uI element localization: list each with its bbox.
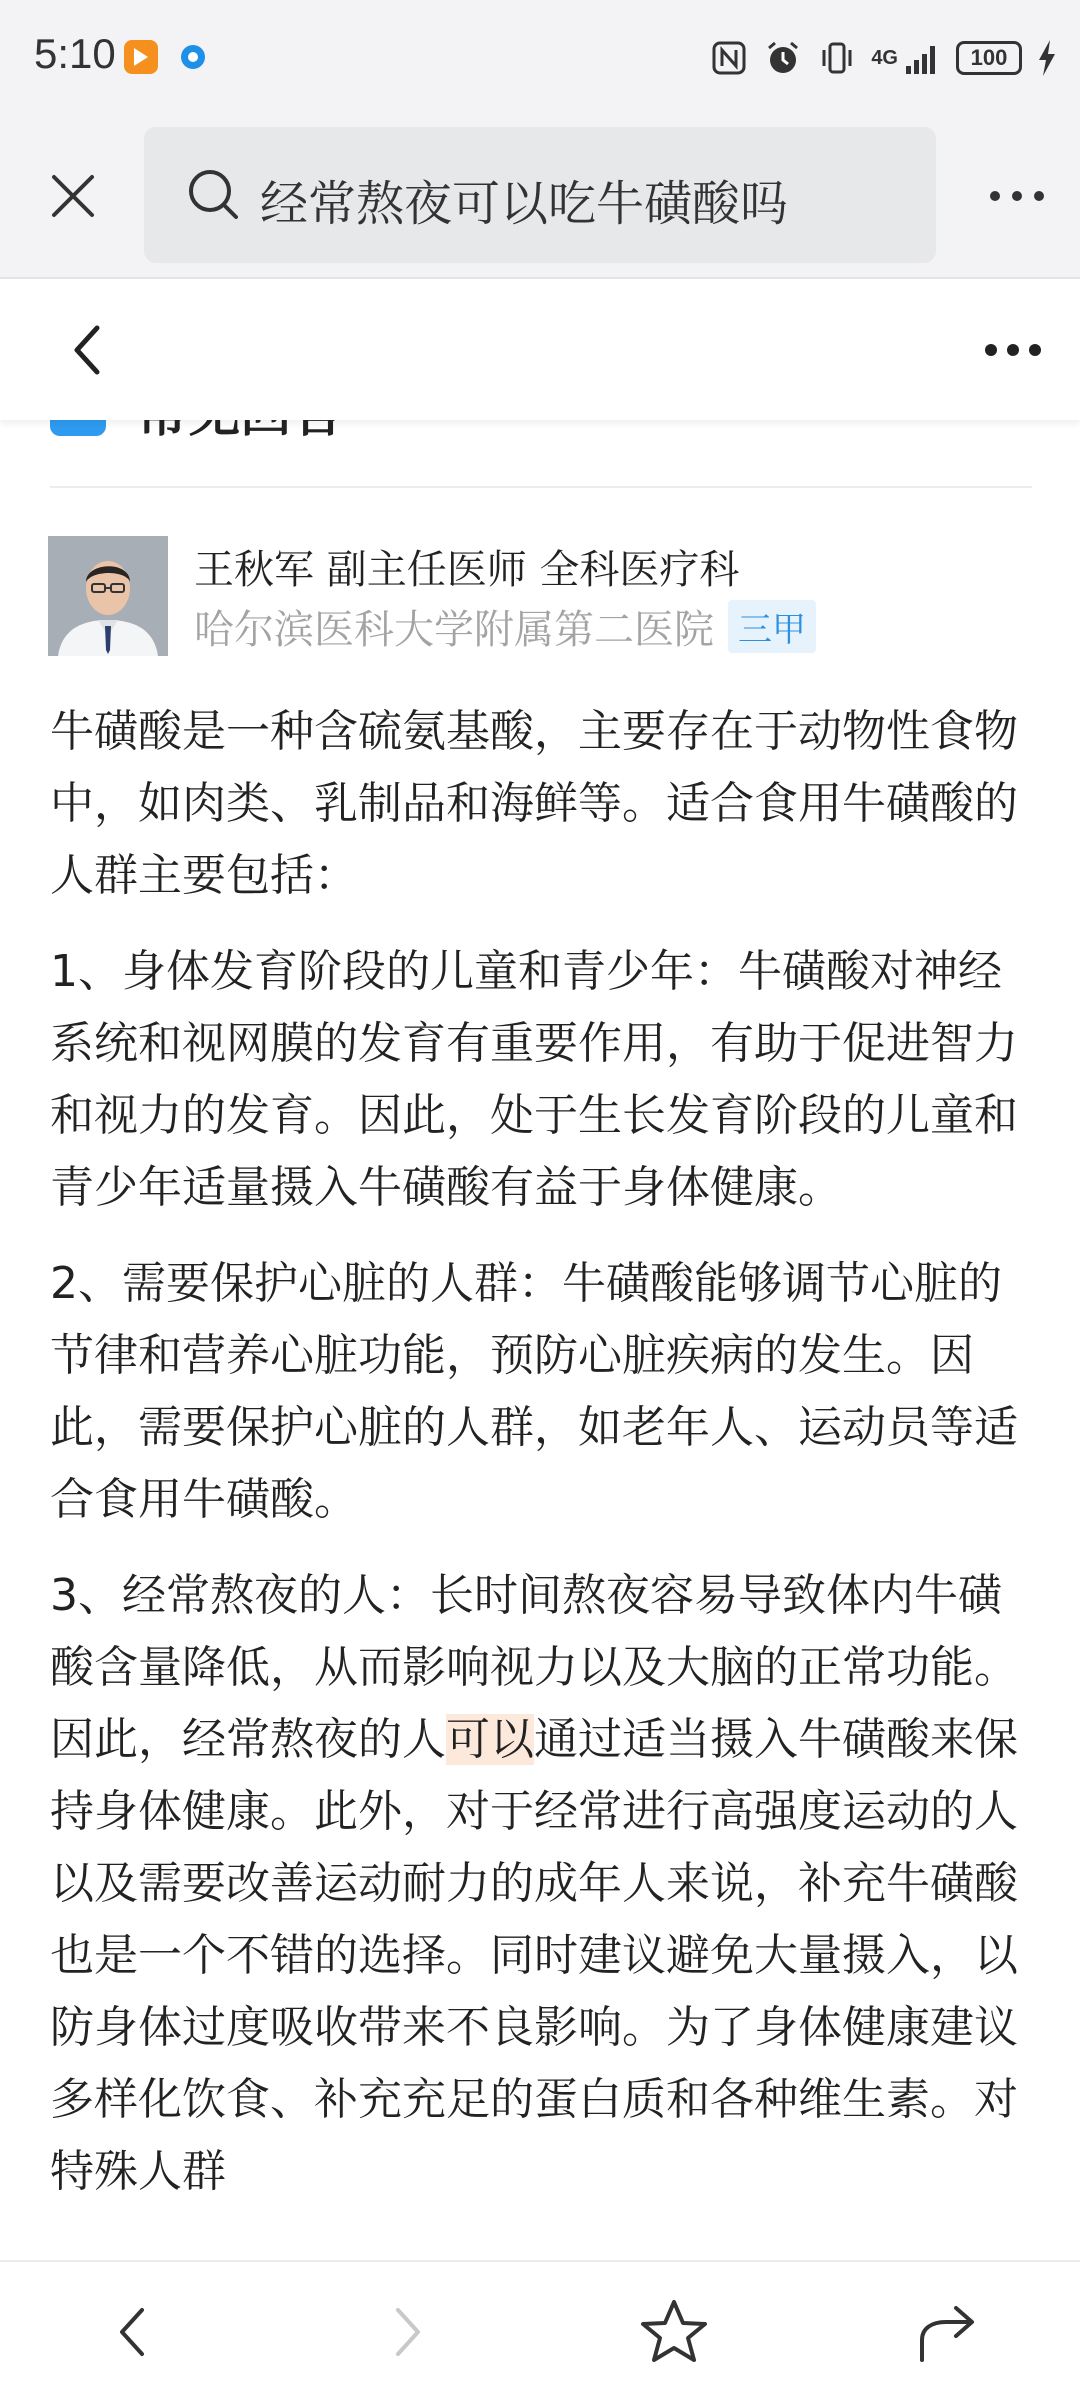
doctor-hospital-row — [194, 598, 816, 655]
page-more-button[interactable] — [978, 315, 1048, 385]
search-icon — [186, 167, 242, 223]
highlighted-keyword: 可以 — [446, 1714, 534, 1765]
video-app-icon — [124, 40, 158, 74]
battery-level: 100 — [970, 45, 1008, 70]
chevron-left-icon — [67, 322, 107, 378]
doctor-avatar[interactable] — [48, 536, 168, 656]
answer-text — [50, 696, 1034, 2232]
charging-icon — [1036, 38, 1058, 78]
search-area — [0, 115, 1080, 279]
search-more-button[interactable] — [982, 161, 1052, 231]
search-query-text: 经常熬夜可以吃牛磺酸吗 — [260, 176, 789, 232]
more-dots-icon — [983, 342, 1043, 358]
status-bar — [0, 0, 1080, 115]
star-icon — [638, 2296, 710, 2368]
nav-back-button[interactable] — [92, 2292, 172, 2372]
paragraph-point-1: 1、身体发育阶段的儿童和青少年：牛磺酸对神经系统和视网膜的发育有重要作用，有助于促进智力和视力的发育。因此，处于生长发育阶段的儿童和青少年适量摄入牛磺酸有益于身体健康。 — [50, 946, 1018, 1213]
paragraph-point-3-start: 3、经常熬夜的人：长时间熬夜容易导致体内牛磺酸含量降低，从而影响视力以及大脑的正常功能。因此，经常熬夜的人 — [50, 1570, 1018, 1765]
doctor-name-title: 王秋军 副主任医师 全科医疗科 — [194, 547, 740, 593]
favorite-button[interactable] — [634, 2292, 714, 2372]
status-time: 5:10 — [34, 30, 116, 77]
alarm-icon — [763, 38, 803, 78]
paragraph-intro: 牛磺酸是一种含硫氨基酸，主要存在于动物性食物中，如肉类、乳制品和海鲜等。适合食用牛磺酸的人群主要包括： — [50, 706, 1018, 901]
search-box[interactable] — [144, 127, 936, 263]
paragraph-point-2: 2、需要保护心脏的人群：牛磺酸能够调节心脏的节律和营养心脏功能，预防心脏疾病的发生。因此，需要保护心脏的人群，如老年人、运动员等适合食用牛磺酸。 — [50, 1258, 1018, 1525]
share-icon — [912, 2296, 984, 2368]
more-dots-icon — [987, 188, 1047, 204]
doctor-hospital: 哈尔滨医科大学附属第二医院 — [194, 607, 714, 653]
chevron-right-icon — [388, 2302, 428, 2362]
paragraph-point-3-rest: 通过适当摄入牛磺酸来保持身体健康。此外，对于经常进行高强度运动的人以及需要改善运动耐力的成年人来说，补充牛磺酸也是一个不错的选择。同时建议避免大量摄入，以防身体过度吸收带来不良影响。为了身体健康建议多样化饮食、补充充足的蛋白质和各种维生素。对特殊人群 — [50, 1714, 1018, 2197]
page-header — [0, 279, 1080, 420]
signal-icon — [902, 38, 942, 78]
bottom-navigation — [0, 2260, 1080, 2402]
doctor-card[interactable] — [48, 536, 1038, 661]
close-icon — [48, 171, 98, 221]
back-button[interactable] — [52, 315, 122, 385]
share-button[interactable] — [908, 2292, 988, 2372]
divider — [50, 486, 1032, 488]
nav-forward-button[interactable] — [368, 2292, 448, 2372]
hospital-grade-badge: 三甲 — [728, 600, 816, 653]
article-content — [0, 420, 1080, 2260]
network-type: 4G — [871, 46, 898, 69]
browser-app-icon — [176, 40, 210, 74]
paragraph-point-3 — [50, 1560, 1034, 2208]
vibrate-icon — [817, 38, 857, 78]
nfc-icon — [709, 38, 749, 78]
battery-icon — [956, 41, 1022, 75]
close-button[interactable] — [40, 163, 106, 229]
status-icons — [709, 34, 1058, 82]
chevron-left-icon — [112, 2302, 152, 2362]
